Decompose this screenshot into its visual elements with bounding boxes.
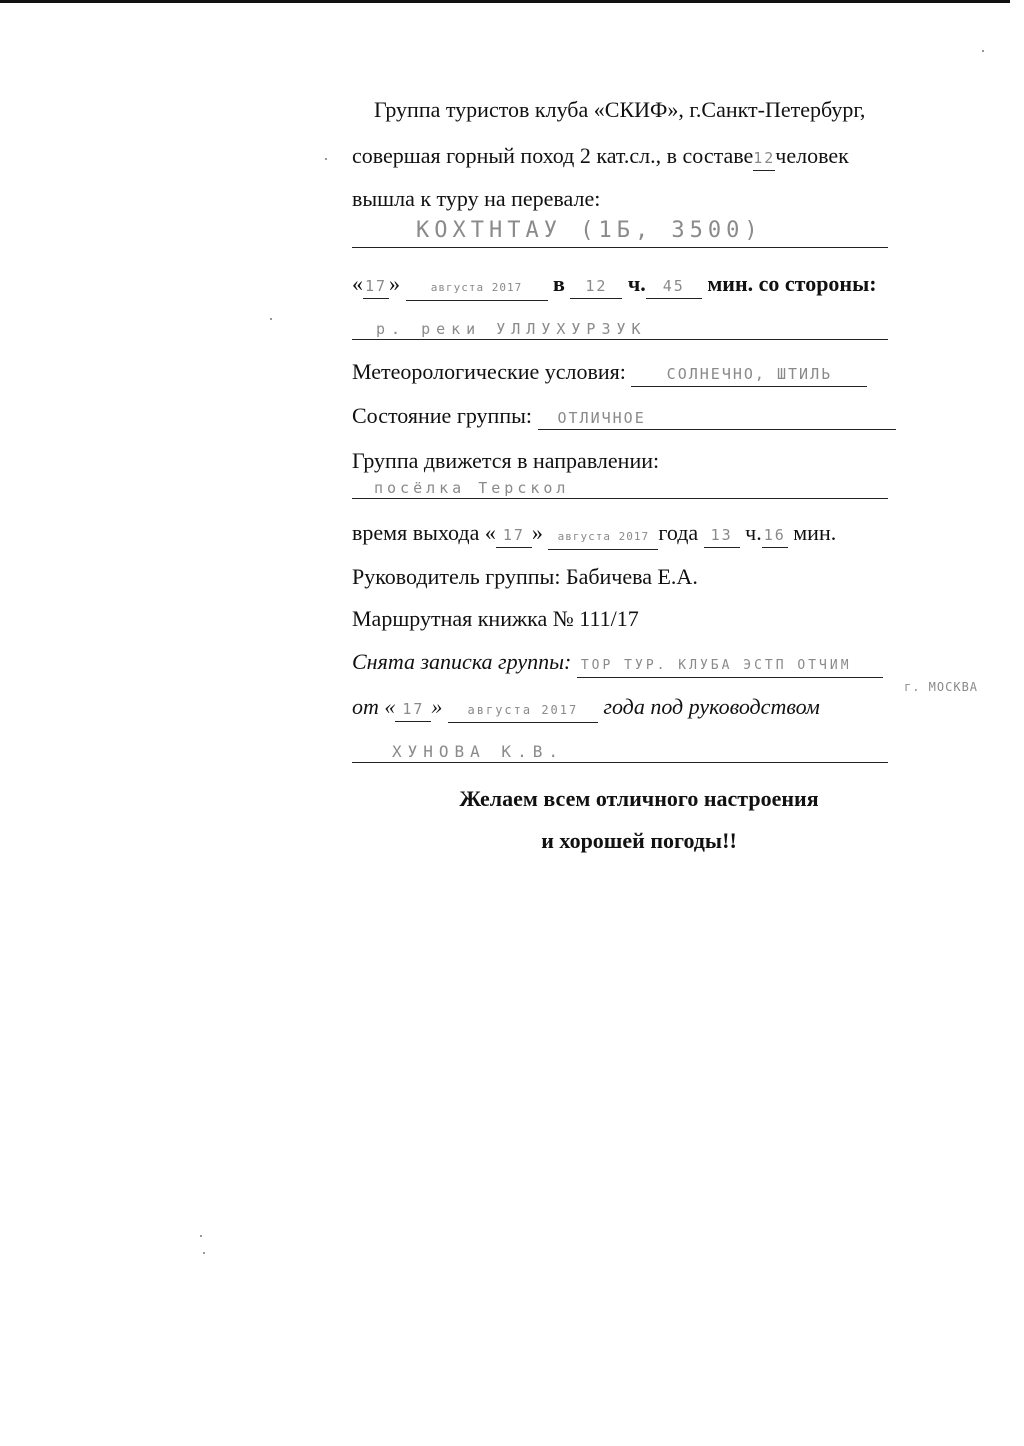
departure-hour-field: 13 bbox=[704, 525, 740, 548]
state-line bbox=[352, 404, 896, 430]
header-line-2-suffix: человек bbox=[775, 143, 849, 168]
weather-line bbox=[352, 360, 867, 387]
note-field: ТОР ТУР. КЛУБА ЭСТП ОТЧИМ bbox=[577, 656, 883, 678]
scan-speck bbox=[982, 50, 984, 52]
direction-handwriting: посёлка Терскол bbox=[374, 479, 570, 497]
header-line-2-text: совершая горный поход 2 кат.сл., в составе bbox=[352, 143, 754, 168]
pass-name-handwriting: КОХТНТАУ (1Б, 3500) bbox=[416, 218, 763, 243]
departure-line bbox=[352, 521, 836, 550]
departure-min-field: 16 bbox=[762, 525, 788, 548]
direction-label: Группа движется в направлении: bbox=[352, 448, 660, 473]
note-date-day-field: 17 bbox=[395, 699, 431, 722]
note-line bbox=[352, 650, 883, 678]
departure-quote-close: » bbox=[531, 520, 543, 545]
leader-line: Руководитель группы: Бабичева Е.А. bbox=[352, 564, 698, 589]
arrival-min-field: 45 bbox=[646, 276, 702, 299]
departure-year-label: года bbox=[658, 520, 699, 545]
arrival-in-label: в bbox=[553, 271, 565, 296]
departure-month-field: августа 2017 bbox=[548, 527, 658, 550]
note-date-prefix: от « bbox=[352, 694, 396, 719]
pass-name-field bbox=[352, 218, 888, 248]
closing-line-2: и хорошей погоды!! bbox=[541, 828, 737, 853]
note-leader-field bbox=[352, 740, 888, 763]
arrival-quote-open: « bbox=[352, 271, 363, 296]
departure-min-label: мин. bbox=[793, 520, 837, 545]
scan-speck bbox=[270, 318, 272, 320]
arrival-line bbox=[352, 272, 877, 301]
arrival-hour-field: 12 bbox=[570, 276, 622, 299]
note-leader-handwriting: ХУНОВА К.В. bbox=[392, 742, 564, 761]
scan-speck bbox=[325, 158, 327, 160]
header-line-1: Группа туристов клуба «СКИФ», г.Санкт-Петербург, bbox=[374, 97, 866, 122]
arrival-hour-label: ч. bbox=[627, 271, 646, 296]
header-line-2 bbox=[352, 144, 849, 171]
weather-field: СОЛНЕЧНО, ШТИЛЬ bbox=[631, 364, 867, 387]
closing-line-1: Желаем всем отличного настроения bbox=[459, 786, 819, 811]
scan-speck bbox=[203, 1252, 205, 1254]
direction-field bbox=[352, 476, 888, 499]
arrival-month-field: августа 2017 bbox=[406, 278, 548, 301]
note-label: Снята записка группы: bbox=[352, 649, 572, 674]
header-line-3: вышла к туру на перевале: bbox=[352, 186, 601, 211]
scan-edge-line bbox=[0, 0, 1010, 3]
departure-label: время выхода « bbox=[352, 520, 496, 545]
group-size-field: 12 bbox=[753, 148, 775, 171]
note-date-suffix: года под руководством bbox=[603, 694, 820, 719]
departure-day-field: 17 bbox=[496, 525, 532, 548]
weather-label: Метеорологические условия: bbox=[352, 359, 626, 384]
note-date-quote-close: » bbox=[431, 694, 443, 719]
arrival-quote-close: » bbox=[389, 271, 400, 296]
departure-hour-label: ч. bbox=[745, 520, 762, 545]
state-label: Состояние группы: bbox=[352, 403, 532, 428]
note-date-month-field: августа 2017 bbox=[448, 700, 598, 723]
arrival-min-label: мин. со стороны: bbox=[707, 271, 877, 296]
note-date-line bbox=[352, 695, 820, 723]
scan-speck bbox=[200, 1235, 202, 1237]
arrival-day-field: 17 bbox=[363, 276, 389, 299]
route-book-line: Маршрутная книжка № 111/17 bbox=[352, 606, 639, 631]
arrival-side-handwriting: р. реки УЛЛУХУРЗУК bbox=[376, 320, 647, 338]
arrival-side-field bbox=[352, 317, 888, 340]
note-extra-handwriting: г. МОСКВА bbox=[904, 680, 979, 694]
state-field: ОТЛИЧНОЕ bbox=[538, 408, 896, 430]
